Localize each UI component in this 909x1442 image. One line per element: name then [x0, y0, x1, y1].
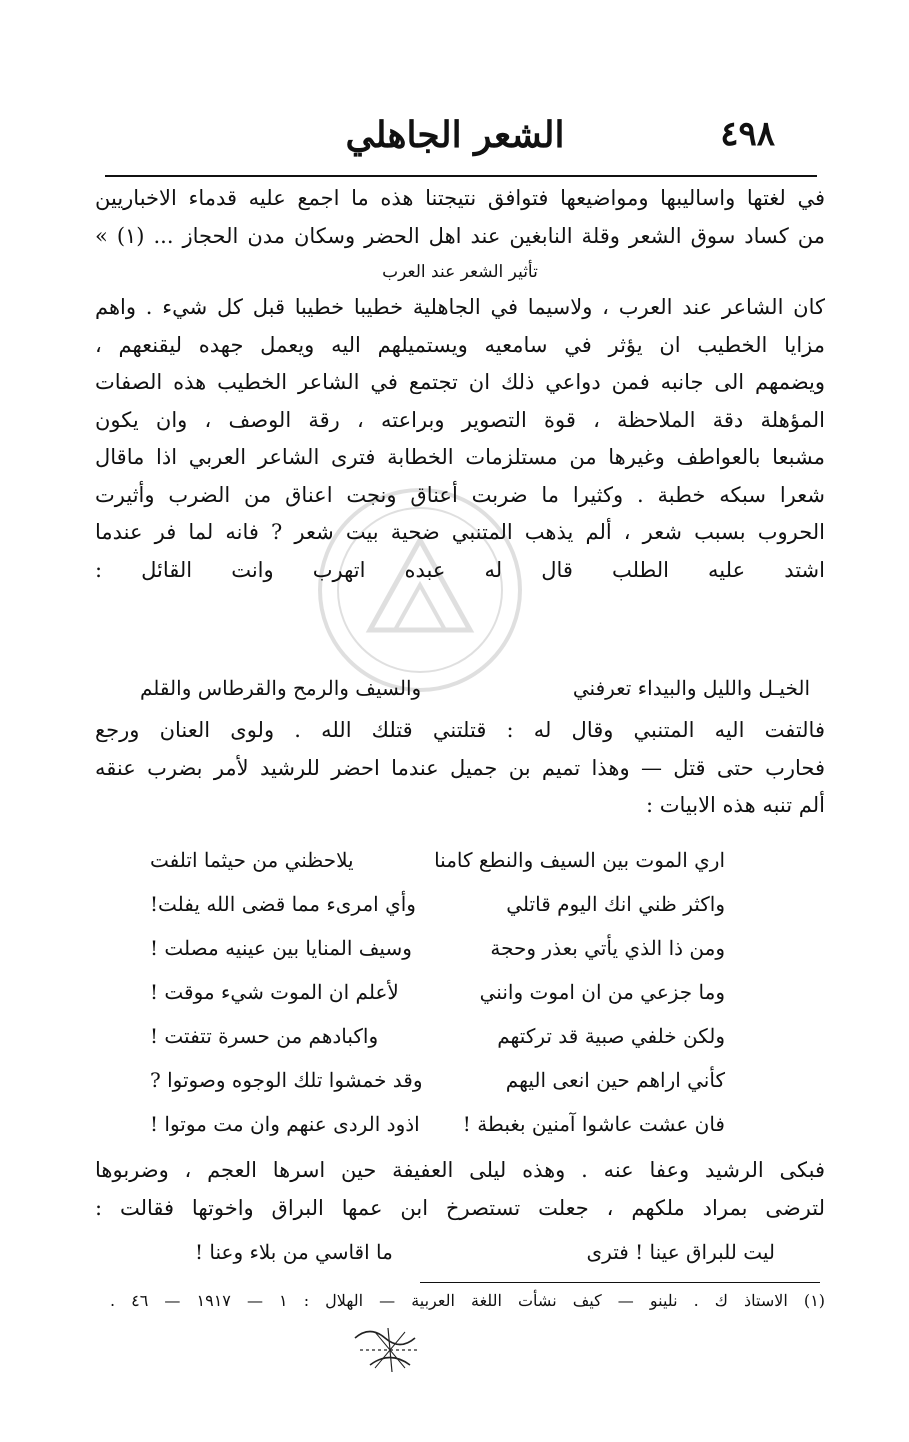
closing-verse — [195, 1230, 775, 1274]
poem — [150, 838, 725, 1146]
running-title: الشعر الجاهلي — [345, 114, 565, 156]
page-header — [105, 112, 805, 172]
footnote: (١) الاستاذ ك . نلينو — كيف نشأت اللغة العربية — الهلال : ١ — ١٩١٧ — ٤٦ . — [110, 1291, 826, 1310]
verse-second-hemistich: والسيف والرمح والقرطاس والقلم — [140, 676, 422, 700]
verse-first-hemistich: وما جزعي من ان اموت وانني — [479, 980, 725, 1004]
header-rule — [105, 175, 817, 177]
text-line: ويضمهم الى جانبه فمن دواعي ذلك ان تجتمع في الشاعر الخطيب هذه الصفات — [95, 370, 825, 394]
verse-first-hemistich: كأني اراهم حين انعى اليهم — [505, 1068, 725, 1092]
footnote-rule — [420, 1282, 820, 1283]
text-line: مزايا الخطيب ان يؤثر في سامعيه ويستميلهم اليه ويعمل جهده ليقنعهم ، — [95, 332, 825, 357]
body-text — [95, 180, 825, 589]
text-line: فبكى الرشيد وعفا عنه . وهذه ليلى العفيفة حين اسرها العجم ، وضربوها — [95, 1158, 825, 1182]
verse-second-hemistich: واكبادهم من حسرة تتفتت ! — [150, 1024, 379, 1048]
verse-second-hemistich: وسيف المنايا بين عينيه مصلت ! — [150, 936, 412, 960]
verse-line — [150, 970, 725, 1014]
verse-second-hemistich: وأي امرىء مما قضى الله يفلت! — [150, 892, 416, 916]
verse-line — [150, 1058, 725, 1102]
quoted-verse — [140, 666, 810, 710]
verse-second-hemistich: يلاحظني من حيثما اتلفت — [150, 848, 354, 872]
verse-second-hemistich: ما اقاسي من بلاء وعنا ! — [195, 1240, 393, 1264]
verse-second-hemistich: اذود الردى عنهم وان مت موتوا ! — [150, 1112, 420, 1136]
body-text-closing — [95, 1152, 825, 1227]
text-line: فحارب حتى قتل — وهذا تميم بن جميل عندما احضر للرشيد لأمر بضرب عنقه — [95, 755, 825, 780]
text-line: من كساد سوق الشعر وقلة النابغين عند اهل الحضر وسكان مدن الحجاز ... (١) » — [95, 223, 825, 248]
verse-line — [150, 1014, 725, 1058]
verse-first-hemistich: فان عشت عاشوا آمنين بغبطة ! — [462, 1112, 725, 1136]
verse-first-hemistich: ولكن خلفي صبية قد تركتهم — [497, 1024, 725, 1048]
text-line: ألم تنبه هذه الابيات : — [645, 793, 825, 817]
verse-first-hemistich: واكثر ظني انك اليوم قاتلي — [506, 892, 725, 916]
verse-second-hemistich: وقد خمشوا تلك الوجوه وصوتوا ? — [150, 1068, 423, 1092]
text-line: شعرا سبكه خطبة . وكثيرا ما ضربت أعناق ونجت اعناق من الضرب وأثيرت — [95, 482, 825, 507]
verse-second-hemistich: لأعلم ان الموت شيء موقت ! — [150, 980, 399, 1004]
verse-line — [150, 838, 725, 882]
text-line: اشتد عليه الطلب قال له عبده اتهرب وانت القائل : — [95, 557, 825, 582]
text-line: لترضى بمراد ملكهم ، جعلت تستصرخ ابن عمها البراق واخوتها فقالت : — [95, 1195, 825, 1220]
text-line: كان الشاعر عند العرب ، ولاسيما في الجاهلية خطيبا خطيبا قبل كل شيء . واهم — [95, 295, 825, 319]
verse-first-hemistich: ومن ذا الذي يأتي بعذر وحجة — [490, 936, 725, 960]
body-text-continued — [95, 712, 825, 825]
verse-line — [150, 1102, 725, 1146]
section-heading: تأثير الشعر عند العرب — [382, 262, 538, 282]
verse-line — [140, 666, 810, 710]
verse-line — [150, 926, 725, 970]
verse-line — [195, 1230, 775, 1274]
text-line: فالتفت اليه المتنبي وقال له : قتلتني قتلك الله . ولوى العنان ورجع — [95, 718, 825, 742]
verse-first-hemistich: اري الموت بين السيف والنطع كامنا — [434, 848, 725, 872]
decorative-ornament-icon — [340, 1320, 440, 1375]
text-line: الحروب بسبب شعر ، ألم يذهب المتنبي ضحية بيت شعر ? فانه لما فر عندما — [95, 520, 825, 544]
text-line: مشبعا بالعواطف وغيرها من مستلزمات الخطابة فترى الشاعر العربي اذا ماقال — [95, 445, 825, 469]
verse-first-hemistich: ليت للبراق عينا ! فترى — [586, 1240, 775, 1264]
page-number: ٤٩٨ — [720, 114, 775, 154]
text-line: المؤهلة دقة الملاحظة ، قوة التصوير وبراعته ، رقة الوصف ، وان يكون — [95, 407, 825, 432]
verse-first-hemistich: الخيـل والليل والبيداء تعرفني — [572, 676, 810, 700]
verse-line — [150, 882, 725, 926]
text-line: في لغتها واساليبها ومواضيعها فتوافق نتيجتنا هذه ما اجمع عليه قدماء الاخباريين — [95, 186, 825, 210]
